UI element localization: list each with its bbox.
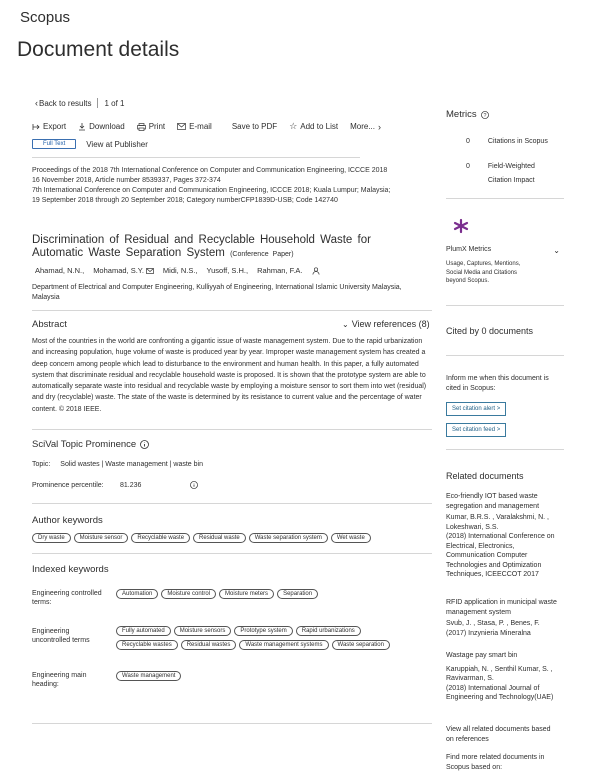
- author-list: [35, 266, 320, 275]
- author-link[interactable]: Yusoff, S.H.,: [206, 266, 249, 275]
- plumx-title[interactable]: PlumX Metrics ⌄: [446, 246, 560, 255]
- source-title[interactable]: Proceedings of the 2018 7th International Conference on Computer and Communication Engineering, ICCCE 2018: [32, 167, 388, 174]
- result-pager: 1 of 1: [104, 98, 125, 108]
- source-metadata: [32, 166, 392, 206]
- keyword-chip: Separation: [277, 589, 318, 599]
- section-divider: [32, 503, 432, 504]
- download-icon: [78, 123, 86, 131]
- author-link[interactable]: Midi, N.S.,: [162, 266, 198, 275]
- keyword-chip: Waste separation: [332, 640, 390, 650]
- abstract-heading: Abstract: [32, 319, 67, 330]
- article-title: Discrimination of Residual and Recyclable Household Waste for Automatic Waste Separation System (Conference Paper): [32, 234, 371, 259]
- more-button[interactable]: More... ›: [350, 121, 381, 132]
- prominence-row: Prominence percentile: 81.236: [32, 481, 198, 489]
- sidebar-divider: [446, 449, 564, 450]
- view-references-link[interactable]: ⌄ View references (8): [342, 319, 430, 329]
- svg-text:?: ?: [483, 112, 487, 119]
- controlled-terms-list: [116, 589, 321, 599]
- user-icon[interactable]: [312, 267, 320, 275]
- chevron-down-icon: ⌄: [553, 246, 560, 255]
- affiliation: Department of Electrical and Computer Engineering, Kulliyyah of Engineering, International Islamic University Malaysia, Malaysia: [32, 284, 402, 301]
- save-pdf-button[interactable]: Save to PDF: [231, 122, 278, 131]
- conference-info: 7th International Conference on Computer and Communication Engineering, ICCCE 2018; Kuala Lumpur; Malaysia; 19 September 2018 through 20 September 2018; Category numberCFP1839D-USB; Code 142740: [32, 187, 391, 204]
- abstract-text: Most of the countries in the world are confronting a gigantic issue of waste management system. Due to the rapid urbanization and increasing population, huge volume of waste is produced year by year. Improper waste management system has created a deep concern among people which lead to disturbance to the environment and human health. In this paper, a fully automated system that discriminate residual and recyclable household waste is proposed. It is shown that the prototype system are able to automatically separate waste into residual and recyclable waste by employing a moisture sensor to sort them into wet (residual) and dry (recyclable) waste. The state of the waste is determined by its resistance to current value and the percentage of water content. © 2018 IEEE.: [32, 338, 427, 413]
- export-button[interactable]: Export: [32, 122, 66, 131]
- view-all-related-link[interactable]: View all related documents based on references: [446, 726, 551, 743]
- plumx-logo-icon: [453, 218, 469, 234]
- info-icon[interactable]: [140, 440, 149, 449]
- keyword-chip: Moisture control: [161, 589, 216, 599]
- indexed-keywords-heading: Indexed keywords: [32, 564, 109, 575]
- metrics-heading: Metrics ?: [446, 109, 489, 120]
- star-icon: ☆: [289, 121, 298, 131]
- page-title: Document details: [17, 38, 180, 61]
- sidebar-divider: [446, 305, 564, 306]
- plumx-description: Usage, Captures, Mentions, Social Media and Citations beyond Scopus.: [446, 261, 521, 284]
- sidebar-divider: [446, 355, 564, 356]
- result-nav: [35, 98, 124, 108]
- document-toolbar: [32, 121, 393, 132]
- author-keywords-heading: Author keywords: [32, 515, 103, 526]
- inform-text: Inform me when this document is cited in Scopus:: [446, 375, 549, 392]
- section-divider: [32, 429, 432, 430]
- section-divider: [32, 310, 432, 311]
- scival-heading: SciVal Topic Prominence: [32, 439, 149, 450]
- set-citation-alert-button[interactable]: Set citation alert >: [446, 397, 506, 416]
- sidebar-divider: [446, 198, 564, 199]
- author-link[interactable]: Rahman, F.A.: [257, 266, 303, 275]
- related-document-title[interactable]: Eco-friendly IOT based waste segregation and management: [446, 493, 540, 510]
- email-icon[interactable]: [146, 268, 154, 274]
- chevron-right-icon: ›: [377, 121, 381, 132]
- keyword-chip: Wet waste: [331, 533, 371, 543]
- author-keywords-list: [32, 533, 374, 543]
- cited-by-heading: Cited by 0 documents: [446, 326, 534, 336]
- related-document-source: (2018) International Journal of Engineering and Technology(UAE): [446, 684, 554, 701]
- brand-logo[interactable]: Scopus: [20, 9, 71, 26]
- source-date: 16 November 2018, Article number 8539337, Pages 372-374: [32, 177, 221, 184]
- keyword-chip: Residual waste: [193, 533, 246, 543]
- print-icon: [137, 123, 146, 131]
- related-document-source: (2018) International Conference on Electrical, Electronics, Communication Computer Technologies and Optimization Techniques, ICEECCOT 2017: [446, 533, 555, 578]
- add-to-list-button[interactable]: ☆ Add to List: [289, 121, 339, 131]
- keyword-chip: Automation: [116, 589, 158, 599]
- uncontrolled-terms-label: Engineering uncontrolled terms: [32, 628, 90, 644]
- related-document-title[interactable]: Wastage pay smart bin: [446, 652, 518, 659]
- info-icon[interactable]: [190, 481, 198, 489]
- email-button[interactable]: E-mail: [177, 122, 212, 131]
- view-at-publisher-link[interactable]: View at Publisher: [86, 139, 148, 149]
- keyword-chip: Prototype system: [234, 626, 292, 636]
- section-divider: [32, 553, 432, 554]
- related-document-title[interactable]: RFID application in municipal waste management system: [446, 599, 557, 616]
- keyword-chip: Rapid urbanizations: [296, 626, 361, 636]
- keyword-chip: Recyclable wastes: [116, 640, 178, 650]
- related-document: [446, 598, 560, 638]
- full-text-button[interactable]: Full Text: [32, 139, 76, 149]
- related-document-authors: Svub, J. , Stasa, P. , Benes, F.: [446, 620, 540, 627]
- header-divider: [32, 157, 360, 158]
- keyword-chip: Residual wastes: [181, 640, 237, 650]
- keyword-chip: Recyclable waste: [131, 533, 190, 543]
- nav-separator: [97, 98, 98, 108]
- keyword-chip: Waste management: [116, 671, 181, 681]
- access-links: [32, 139, 148, 149]
- email-icon: [177, 123, 186, 130]
- related-document-source: (2017) Inzynieria Mineralna: [446, 629, 531, 637]
- topic-link[interactable]: Solid wastes | Waste management | waste bin: [60, 461, 203, 468]
- main-heading-list: [116, 671, 184, 681]
- related-document: [446, 651, 560, 703]
- export-icon: [32, 123, 40, 131]
- fwci-metric: 0 Field-Weighted Citation Impact: [466, 163, 535, 184]
- keyword-chip: Fully automated: [116, 626, 171, 636]
- author-link[interactable]: Mohamad, S.Y.: [93, 266, 154, 275]
- main-heading-label: Engineering main heading:: [32, 672, 87, 688]
- chevron-left-icon: ‹: [35, 98, 38, 108]
- back-to-results-link[interactable]: ‹ Back to results: [35, 98, 92, 108]
- keyword-chip: Waste management systems: [239, 640, 328, 650]
- chevron-down-icon: ⌄: [342, 319, 349, 329]
- related-document-authors: Karuppiah, N. , Senthil Kumar, S. , Ravivarman, S.: [446, 665, 553, 682]
- keyword-chip: Moisture sensor: [74, 533, 129, 543]
- related-documents-heading: Related documents: [446, 471, 524, 481]
- find-more-related-text: Find more related documents in Scopus based on:: [446, 754, 545, 771]
- keyword-chip: Moisture sensors: [174, 626, 232, 636]
- download-button[interactable]: Download: [78, 122, 125, 131]
- keyword-chip: Waste separation system: [249, 533, 328, 543]
- uncontrolled-terms-list: [116, 626, 393, 650]
- help-icon[interactable]: [481, 111, 489, 119]
- document-type: (Conference Paper): [230, 251, 294, 258]
- citations-metric[interactable]: 0 Citations in Scopus: [466, 138, 548, 145]
- set-citation-feed-button[interactable]: Set citation feed >: [446, 418, 506, 437]
- author-link[interactable]: Ahamad, N.N.,: [35, 266, 85, 275]
- keyword-chip: Moisture meters: [219, 589, 274, 599]
- topic-row: Topic: Solid wastes | Waste management | waste bin: [32, 461, 203, 468]
- related-document-authors: Kumar, B.R.S. , Varalakshmi, N. , Lokeshwari, S.S.: [446, 514, 549, 531]
- section-divider: [32, 723, 432, 724]
- keyword-chip: Dry waste: [32, 533, 71, 543]
- related-document: [446, 492, 560, 580]
- controlled-terms-label: Engineering controlled terms:: [32, 590, 102, 606]
- print-button[interactable]: Print: [137, 122, 165, 131]
